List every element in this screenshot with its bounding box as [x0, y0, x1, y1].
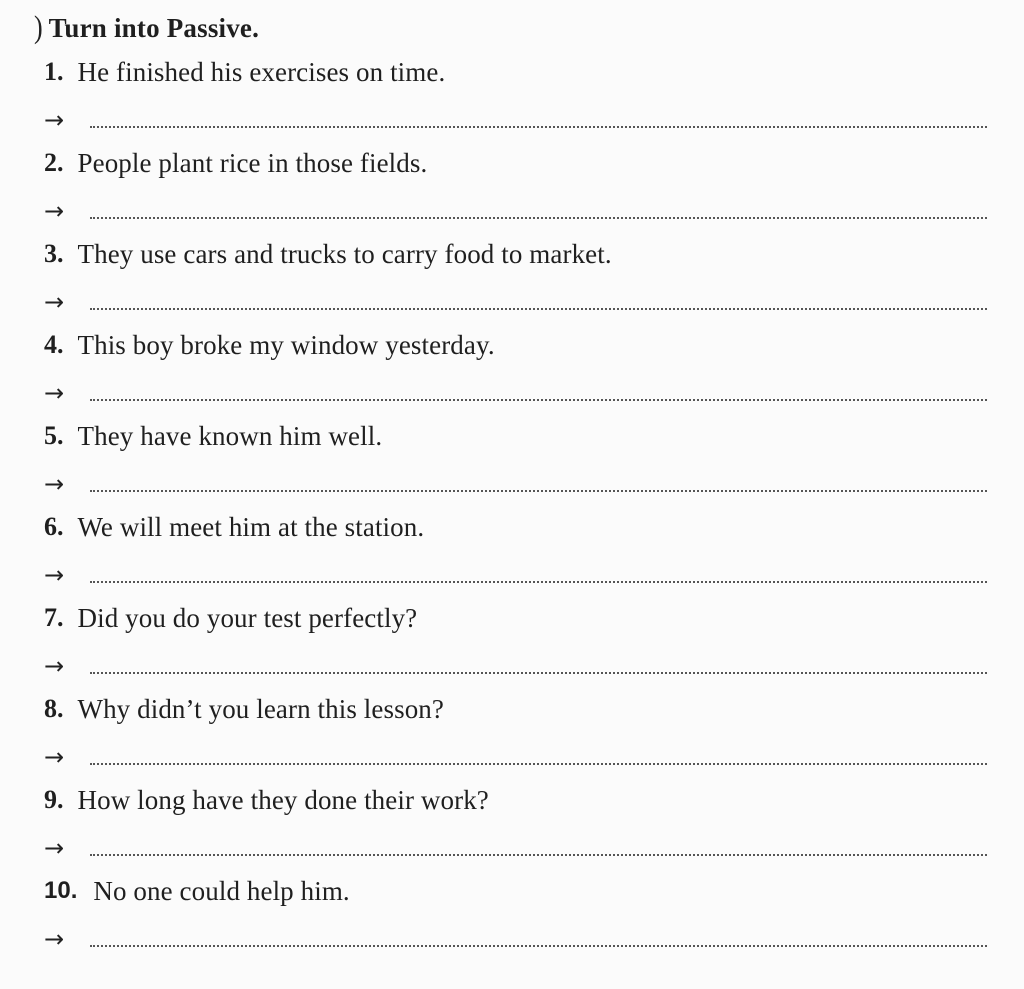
dotted-answer-blank[interactable]	[90, 763, 987, 765]
question-number: 10.	[44, 877, 78, 904]
question-sentence: How long have they done their work?	[77, 784, 489, 815]
question-sentence: They have known him well.	[77, 420, 383, 451]
arrow-icon: →	[44, 561, 65, 589]
exercise-item-2	[44, 141, 989, 232]
arrow-icon: →	[44, 743, 65, 771]
exercise-item-3	[44, 232, 989, 323]
answer-line[interactable]	[44, 919, 989, 955]
exercise-item-4	[44, 323, 989, 414]
dotted-answer-blank[interactable]	[90, 490, 987, 492]
question-number: 6.	[44, 512, 64, 541]
dotted-answer-blank[interactable]	[90, 854, 987, 856]
answer-line[interactable]	[44, 464, 989, 500]
question-number: 5.	[44, 421, 64, 450]
arrow-icon: →	[44, 834, 65, 862]
worksheet-title: Turn into Passive.	[48, 12, 260, 43]
question-sentence: This boy broke my window yesterday.	[77, 329, 495, 360]
exercise-list	[44, 50, 989, 960]
dotted-answer-blank[interactable]	[90, 945, 987, 947]
title-mark: )	[34, 10, 43, 45]
question-row	[44, 869, 350, 913]
exercise-item-9	[44, 778, 989, 869]
worksheet-header	[34, 8, 259, 48]
question-row	[44, 50, 445, 94]
arrow-icon: →	[44, 652, 65, 680]
exercise-item-8	[44, 687, 989, 778]
question-row	[44, 414, 382, 458]
exercise-item-5	[44, 414, 989, 505]
arrow-icon: →	[44, 925, 65, 953]
question-number: 3.	[44, 239, 64, 268]
dotted-answer-blank[interactable]	[90, 308, 987, 310]
question-number: 2.	[44, 148, 64, 177]
question-row	[44, 596, 417, 640]
question-sentence: He finished his exercises on time.	[77, 56, 446, 87]
arrow-icon: →	[44, 470, 65, 498]
answer-line[interactable]	[44, 555, 989, 591]
dotted-answer-blank[interactable]	[90, 399, 987, 401]
question-row	[44, 141, 427, 185]
question-sentence: They use cars and trucks to carry food to market.	[77, 238, 612, 269]
answer-line[interactable]	[44, 828, 989, 864]
arrow-icon: →	[44, 288, 65, 316]
question-number: 7.	[44, 603, 64, 632]
answer-line[interactable]	[44, 282, 989, 318]
question-row	[44, 505, 424, 549]
answer-line[interactable]	[44, 100, 989, 136]
arrow-icon: →	[44, 379, 65, 407]
question-row	[44, 687, 444, 731]
answer-line[interactable]	[44, 646, 989, 682]
question-sentence: Did you do your test perfectly?	[77, 602, 418, 633]
answer-line[interactable]	[44, 373, 989, 409]
question-sentence: No one could help him.	[93, 875, 350, 906]
dotted-answer-blank[interactable]	[90, 581, 987, 583]
exercise-item-6	[44, 505, 989, 596]
question-number: 4.	[44, 330, 64, 359]
answer-line[interactable]	[44, 737, 989, 773]
question-row	[44, 232, 612, 276]
answer-line[interactable]	[44, 191, 989, 227]
question-number: 9.	[44, 785, 64, 814]
question-sentence: Why didn’t you learn this lesson?	[77, 693, 444, 724]
arrow-icon: →	[44, 106, 65, 134]
dotted-answer-blank[interactable]	[90, 217, 987, 219]
question-number: 1.	[44, 57, 64, 86]
exercise-item-7	[44, 596, 989, 687]
question-row	[44, 323, 495, 367]
arrow-icon: →	[44, 197, 65, 225]
exercise-item-10	[44, 869, 989, 960]
question-sentence: We will meet him at the station.	[77, 511, 425, 542]
question-number: 8.	[44, 694, 64, 723]
question-row	[44, 778, 489, 822]
question-sentence: People plant rice in those fields.	[77, 147, 428, 178]
exercise-item-1	[44, 50, 989, 141]
dotted-answer-blank[interactable]	[90, 672, 987, 674]
dotted-answer-blank[interactable]	[90, 126, 987, 128]
